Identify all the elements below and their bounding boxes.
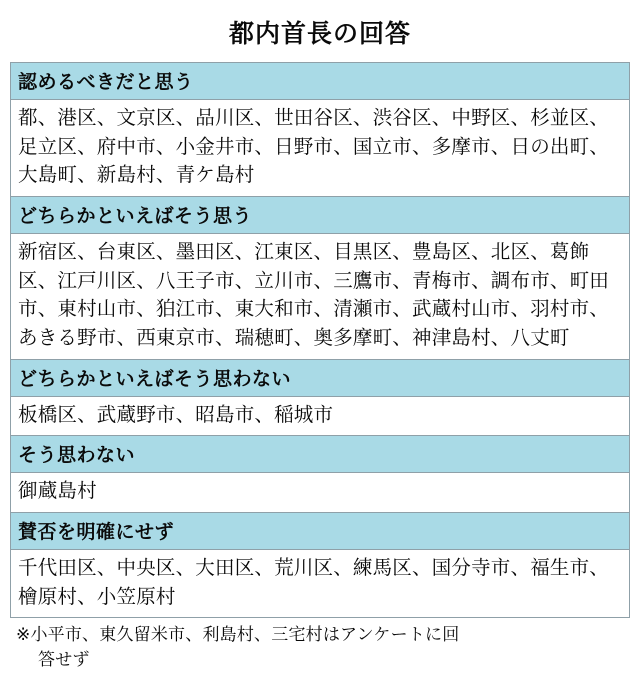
- section-body: 都、港区、文京区、品川区、世田谷区、渋谷区、中野区、杉並区、足立区、府中市、小金井市、日野市、国立市、多摩市、日の出町、大島町、新島村、青ケ島村: [11, 100, 629, 196]
- response-section: [11, 513, 629, 618]
- page-title: 都内首長の回答: [228, 19, 411, 48]
- response-section: [11, 63, 629, 197]
- section-body: 新宿区、台東区、墨田区、江東区、目黒区、豊島区、北区、葛飾区、江戸川区、八王子市、立川市、三鷹市、青梅市、調布市、町田市、東村山市、狛江市、東大和市、清瀬市、武蔵村山市、羽村市、あきる野市、西東京市、瑞穂町、奥多摩町、神津島村、八丈町: [11, 234, 629, 359]
- section-body: 板橋区、武蔵野市、昭島市、稲城市: [11, 397, 629, 436]
- footnote-line-1: ※小平市、東久留米市、利島村、三宅村はアンケートに回: [16, 625, 460, 646]
- response-table: [10, 62, 630, 618]
- response-section: [11, 360, 629, 437]
- section-heading: どちらかといえばそう思う: [11, 197, 629, 234]
- response-section: [11, 436, 629, 513]
- section-body: 千代田区、中央区、大田区、荒川区、練馬区、国分寺市、福生市、檜原村、小笠原村: [11, 550, 629, 617]
- section-heading: どちらかといえばそう思わない: [11, 360, 629, 397]
- footnote: [10, 618, 630, 672]
- section-heading: 賛否を明確にせず: [11, 513, 629, 550]
- section-body: 御蔵島村: [11, 473, 629, 512]
- section-heading: 認めるべきだと思う: [11, 63, 629, 100]
- response-section: [11, 197, 629, 360]
- section-heading: そう思わない: [11, 436, 629, 473]
- footnote-line-2: 答せず: [38, 649, 90, 670]
